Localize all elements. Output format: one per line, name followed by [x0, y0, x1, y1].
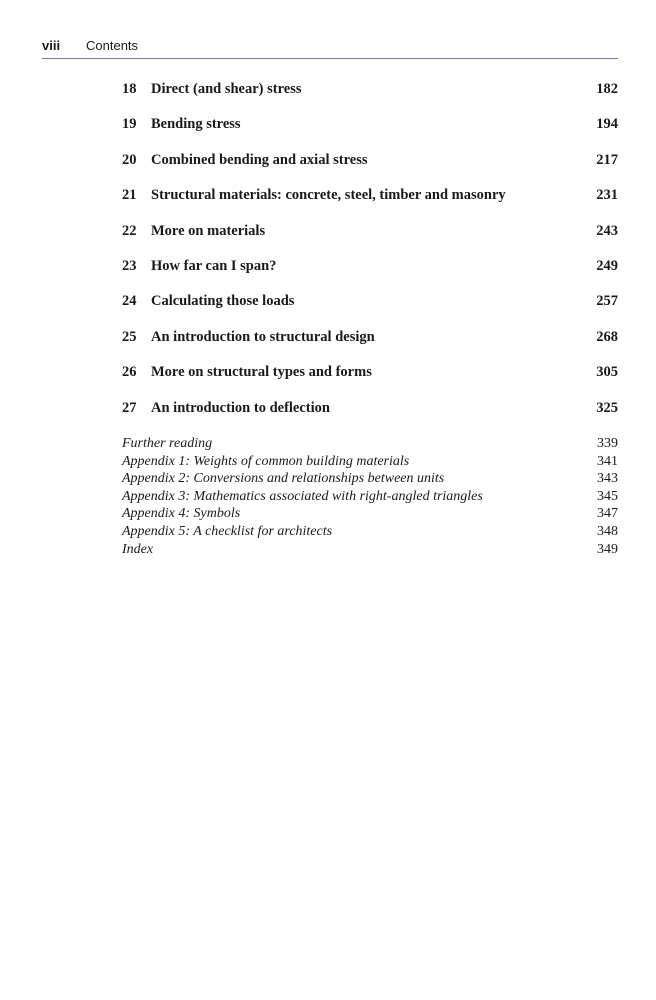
toc-entry [122, 223, 618, 258]
chapter-title: Direct (and shear) stress [151, 81, 302, 97]
backmatter-page-number: 347 [597, 506, 618, 522]
backmatter-title: Appendix 1: Weights of common building materials [122, 453, 410, 469]
backmatter-page-number: 349 [597, 541, 618, 557]
backmatter-title: Appendix 5: A checklist for architects [122, 523, 333, 539]
toc-entry [122, 116, 618, 151]
backmatter-entry [122, 524, 618, 542]
running-head: Contents [86, 38, 139, 53]
backmatter-entry [122, 454, 618, 472]
toc-entry [122, 152, 618, 187]
page-header [42, 36, 618, 59]
page-number: viii [42, 38, 61, 53]
chapter-title: An introduction to structural design [151, 328, 375, 345]
chapter-page-number: 243 [596, 222, 618, 239]
chapter-number: 26 [122, 364, 137, 381]
chapter-page-number: 249 [596, 257, 618, 274]
backmatter-page-number: 341 [597, 453, 618, 469]
chapter-title: More on structural types and forms [151, 364, 372, 381]
chapter-page-number: 257 [596, 293, 618, 310]
backmatter-entry [122, 542, 618, 560]
chapter-page-number: 268 [596, 328, 618, 345]
backmatter-title: Appendix 2: Conversions and relationships between units [122, 471, 445, 487]
chapter-number: 27 [122, 399, 137, 416]
toc-entry [122, 293, 618, 328]
chapter-number: 21 [122, 187, 137, 204]
chapter-number: 25 [122, 328, 137, 345]
backmatter-title: Appendix 4: Symbols [122, 506, 241, 522]
chapter-title: How far can I span? [151, 257, 277, 274]
chapter-title: Calculating those loads [151, 293, 295, 310]
backmatter-title: Appendix 3: Mathematics associated with right-angled triangles [122, 488, 483, 504]
chapter-page-number: 305 [596, 364, 618, 381]
chapter-title: Combined bending and axial stress [151, 151, 368, 168]
chapter-page-number: 325 [596, 399, 618, 416]
chapter-page-number: 182 [596, 81, 618, 97]
chapter-page-number: 194 [596, 116, 618, 133]
chapter-title: An introduction to deflection [151, 399, 330, 416]
toc-entry [122, 81, 618, 116]
chapter-number: 19 [122, 116, 137, 133]
toc-entry [122, 364, 618, 399]
chapter-page-number: 217 [596, 151, 618, 168]
chapter-number: 23 [122, 257, 137, 274]
chapter-page-number: 231 [596, 187, 618, 204]
backmatter-page-number: 348 [597, 523, 618, 539]
backmatter-page-number: 345 [597, 488, 618, 504]
chapter-number: 20 [122, 151, 137, 168]
chapter-title: More on materials [151, 222, 266, 239]
toc-entry [122, 329, 618, 364]
chapter-list [122, 81, 618, 435]
chapter-number: 24 [122, 293, 137, 310]
backmatter-title: Index [122, 541, 154, 557]
backmatter-entry [122, 489, 618, 507]
backmatter-entry [122, 506, 618, 524]
backmatter-page-number: 343 [597, 471, 618, 487]
toc-entry [122, 187, 618, 222]
chapter-number: 18 [122, 81, 137, 97]
backmatter-page-number: 339 [597, 436, 618, 451]
backmatter-entry [122, 436, 618, 454]
chapter-title: Structural materials: concrete, steel, timber and masonry [151, 187, 506, 204]
backmatter-list [122, 436, 618, 559]
backmatter-entry [122, 471, 618, 489]
chapter-title: Bending stress [151, 116, 241, 133]
backmatter-title: Further reading [122, 436, 213, 451]
toc-entry [122, 258, 618, 293]
toc-entry [122, 400, 618, 435]
chapter-number: 22 [122, 222, 137, 239]
